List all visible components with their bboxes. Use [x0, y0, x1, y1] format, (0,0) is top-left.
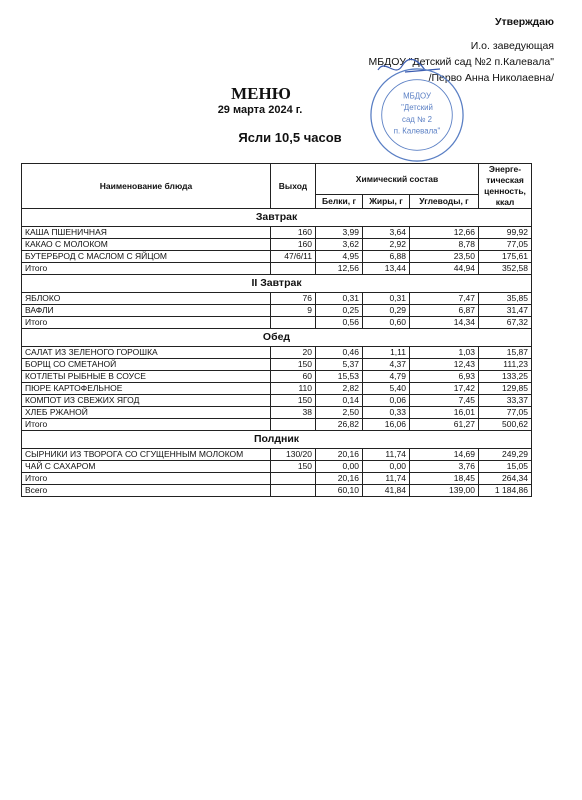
- round-stamp: [368, 66, 466, 164]
- dish-portion: 47/6/11: [271, 251, 316, 263]
- table-row: [22, 293, 532, 305]
- total-portion: [271, 419, 316, 431]
- table-row: [22, 227, 532, 239]
- section-total-row: [22, 473, 532, 485]
- total-label: Итого: [22, 419, 271, 431]
- total-label: Итого: [22, 473, 271, 485]
- dish-protein: 20,16: [316, 449, 363, 461]
- dish-fat: 6,88: [363, 251, 410, 263]
- dish-portion: 20: [271, 347, 316, 359]
- dish-fat: 0,00: [363, 461, 410, 473]
- dish-protein: 0,25: [316, 305, 363, 317]
- menu-table-body: [22, 209, 532, 497]
- dish-fat: 4,37: [363, 359, 410, 371]
- dish-energy: 249,29: [479, 449, 532, 461]
- total-carbs: 18,45: [410, 473, 479, 485]
- dish-protein: 15,53: [316, 371, 363, 383]
- dish-energy: 129,85: [479, 383, 532, 395]
- dish-name: ПЮРЕ КАРТОФЕЛЬНОЕ: [22, 383, 271, 395]
- total-carbs: 61,27: [410, 419, 479, 431]
- dish-carbs: 6,93: [410, 371, 479, 383]
- dish-energy: 175,61: [479, 251, 532, 263]
- stamp-line-4: п. Калевала": [393, 126, 441, 136]
- dish-protein: 0,46: [316, 347, 363, 359]
- section-header-row: [22, 329, 532, 347]
- dish-protein: 5,37: [316, 359, 363, 371]
- menu-table: [21, 163, 532, 497]
- dish-energy: 15,05: [479, 461, 532, 473]
- table-row: [22, 359, 532, 371]
- dish-portion: 130/20: [271, 449, 316, 461]
- header-fat: Жиры, г: [363, 195, 410, 209]
- total-fat: 16,06: [363, 419, 410, 431]
- dish-energy: 35,85: [479, 293, 532, 305]
- grand-total-portion: [271, 485, 316, 497]
- dish-fat: 2,92: [363, 239, 410, 251]
- dish-carbs: 14,69: [410, 449, 479, 461]
- total-energy: 67,32: [479, 317, 532, 329]
- dish-name: БУТЕРБРОД С МАСЛОМ С ЯЙЦОМ: [22, 251, 271, 263]
- dish-protein: 2,50: [316, 407, 363, 419]
- dish-fat: 0,31: [363, 293, 410, 305]
- dish-fat: 0,29: [363, 305, 410, 317]
- dish-energy: 99,92: [479, 227, 532, 239]
- dish-name: ЯБЛОКО: [22, 293, 271, 305]
- dish-portion: 150: [271, 359, 316, 371]
- section-total-row: [22, 419, 532, 431]
- dish-portion: 150: [271, 395, 316, 407]
- total-label: Итого: [22, 263, 271, 275]
- total-carbs: 14,34: [410, 317, 479, 329]
- dish-carbs: 12,66: [410, 227, 479, 239]
- total-fat: 13,44: [363, 263, 410, 275]
- dish-fat: 3,64: [363, 227, 410, 239]
- total-energy: 352,58: [479, 263, 532, 275]
- dish-fat: 4,79: [363, 371, 410, 383]
- dish-energy: 33,37: [479, 395, 532, 407]
- table-row: [22, 395, 532, 407]
- grand-total-energy: 1 184,86: [479, 485, 532, 497]
- dish-portion: 60: [271, 371, 316, 383]
- dish-protein: 0,00: [316, 461, 363, 473]
- dish-carbs: 23,50: [410, 251, 479, 263]
- section-title: II Завтрак: [22, 275, 532, 293]
- total-label: Итого: [22, 317, 271, 329]
- dish-energy: 77,05: [479, 407, 532, 419]
- section-total-row: [22, 263, 532, 275]
- table-row: [22, 449, 532, 461]
- section-header-row: [22, 275, 532, 293]
- age-group: Ясли 10,5 часов: [238, 130, 342, 145]
- total-energy: 264,34: [479, 473, 532, 485]
- dish-carbs: 3,76: [410, 461, 479, 473]
- dish-name: СЫРНИКИ ИЗ ТВОРОГА СО СГУЩЕННЫМ МОЛОКОМ: [22, 449, 271, 461]
- approval-institution: МБДОУ "Детский сад №2 п.Калевала": [368, 56, 554, 68]
- dish-portion: 150: [271, 461, 316, 473]
- dish-name: КАША ПШЕНИЧНАЯ: [22, 227, 271, 239]
- total-protein: 0,56: [316, 317, 363, 329]
- section-title: Полдник: [22, 431, 532, 449]
- section-header-row: [22, 431, 532, 449]
- dish-protein: 4,95: [316, 251, 363, 263]
- total-carbs: 44,94: [410, 263, 479, 275]
- total-portion: [271, 473, 316, 485]
- dish-carbs: 8,78: [410, 239, 479, 251]
- dish-carbs: 6,87: [410, 305, 479, 317]
- dish-carbs: 16,01: [410, 407, 479, 419]
- section-title: Завтрак: [22, 209, 532, 227]
- document-date: 29 марта 2024 г.: [217, 104, 303, 116]
- total-protein: 12,56: [316, 263, 363, 275]
- total-protein: 26,82: [316, 419, 363, 431]
- dish-carbs: 1,03: [410, 347, 479, 359]
- dish-fat: 5,40: [363, 383, 410, 395]
- table-row: [22, 239, 532, 251]
- header-portion: Выход: [271, 164, 316, 209]
- dish-protein: 3,99: [316, 227, 363, 239]
- dish-name: ЧАЙ С САХАРОМ: [22, 461, 271, 473]
- table-row: [22, 251, 532, 263]
- dish-protein: 0,31: [316, 293, 363, 305]
- stamp-line-3: сад № 2: [402, 114, 432, 124]
- table-row: [22, 383, 532, 395]
- table-row: [22, 407, 532, 419]
- stamp-line-1: МБДОУ: [403, 91, 431, 101]
- dish-portion: 160: [271, 227, 316, 239]
- approval-heading: Утверждаю: [494, 16, 554, 28]
- dish-carbs: 17,42: [410, 383, 479, 395]
- approval-name: /Перво Анна Николаевна/: [428, 72, 554, 84]
- header-chem-composition: Химический состав: [316, 164, 479, 195]
- grand-total-protein: 60,10: [316, 485, 363, 497]
- dish-fat: 1,11: [363, 347, 410, 359]
- header-protein: Белки, г: [316, 195, 363, 209]
- section-title: Обед: [22, 329, 532, 347]
- dish-name: ХЛЕБ РЖАНОЙ: [22, 407, 271, 419]
- dish-carbs: 7,45: [410, 395, 479, 407]
- dish-name: КАКАО С МОЛОКОМ: [22, 239, 271, 251]
- dish-portion: 38: [271, 407, 316, 419]
- dish-protein: 3,62: [316, 239, 363, 251]
- section-header-row: [22, 209, 532, 227]
- dish-name: БОРЩ СО СМЕТАНОЙ: [22, 359, 271, 371]
- dish-energy: 15,87: [479, 347, 532, 359]
- dish-protein: 0,14: [316, 395, 363, 407]
- approval-position: И.о. заведующая: [470, 40, 554, 52]
- dish-energy: 77,05: [479, 239, 532, 251]
- dish-fat: 0,33: [363, 407, 410, 419]
- header-carbs: Углеводы, г: [410, 195, 479, 209]
- total-fat: 0,60: [363, 317, 410, 329]
- dish-portion: 160: [271, 239, 316, 251]
- table-row: [22, 461, 532, 473]
- dish-energy: 111,23: [479, 359, 532, 371]
- dish-energy: 31,47: [479, 305, 532, 317]
- dish-fat: 0,06: [363, 395, 410, 407]
- total-fat: 11,74: [363, 473, 410, 485]
- dish-name: КОТЛЕТЫ РЫБНЫЕ В СОУСЕ: [22, 371, 271, 383]
- table-row: [22, 347, 532, 359]
- header-dish-name: Наименование блюда: [22, 164, 271, 209]
- dish-carbs: 12,43: [410, 359, 479, 371]
- dish-name: ВАФЛИ: [22, 305, 271, 317]
- header-energy: Энерге-тическая ценность, ккал: [479, 164, 532, 209]
- dish-portion: 9: [271, 305, 316, 317]
- dish-fat: 11,74: [363, 449, 410, 461]
- dish-portion: 110: [271, 383, 316, 395]
- section-total-row: [22, 317, 532, 329]
- grand-total-label: Всего: [22, 485, 271, 497]
- table-row: [22, 305, 532, 317]
- document-title: МЕНЮ: [231, 84, 291, 103]
- grand-total-carbs: 139,00: [410, 485, 479, 497]
- total-portion: [271, 317, 316, 329]
- dish-protein: 2,82: [316, 383, 363, 395]
- stamp-line-2: "Детский: [401, 103, 433, 113]
- grand-total-fat: 41,84: [363, 485, 410, 497]
- dish-name: КОМПОТ ИЗ СВЕЖИХ ЯГОД: [22, 395, 271, 407]
- table-row: [22, 371, 532, 383]
- dish-energy: 133,25: [479, 371, 532, 383]
- dish-name: САЛАТ ИЗ ЗЕЛЕНОГО ГОРОШКА: [22, 347, 271, 359]
- total-protein: 20,16: [316, 473, 363, 485]
- dish-portion: 76: [271, 293, 316, 305]
- total-portion: [271, 263, 316, 275]
- grand-total-row: [22, 485, 532, 497]
- dish-carbs: 7,47: [410, 293, 479, 305]
- total-energy: 500,62: [479, 419, 532, 431]
